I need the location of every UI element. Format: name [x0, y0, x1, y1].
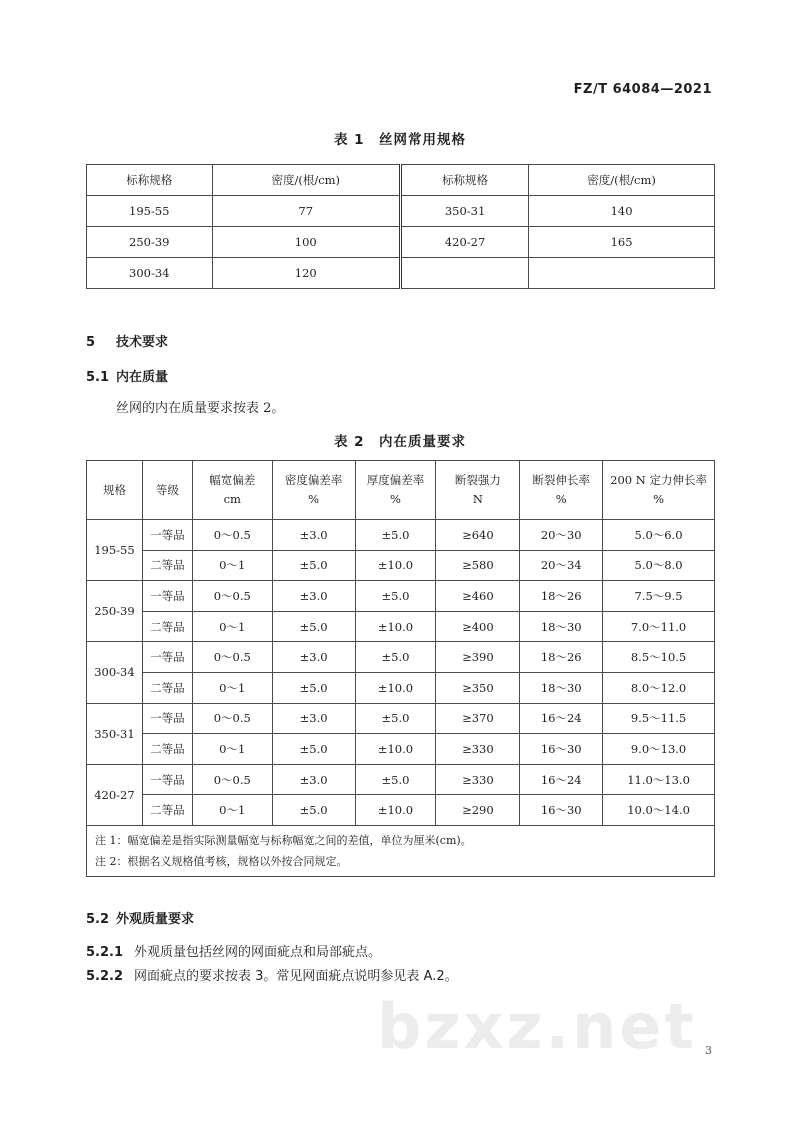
table2-cell: 0～0.5	[192, 642, 272, 673]
table2-cell: 11.0～13.0	[603, 764, 715, 795]
table1-row	[87, 196, 715, 227]
table2-cell: 18～30	[520, 672, 603, 703]
table2-header-label: 断裂强力	[454, 473, 501, 487]
table2-cell: ≥580	[436, 550, 520, 581]
table1-cell: 195-55	[87, 196, 213, 227]
table2-row	[87, 764, 715, 795]
table2-header	[355, 461, 436, 520]
table2-cell: ±10.0	[355, 611, 436, 642]
table2-cell: 20～34	[520, 550, 603, 581]
table2	[86, 460, 715, 877]
table2-cell: ≥330	[436, 764, 520, 795]
table2-header	[192, 461, 272, 520]
clause-number: 5.2.1	[86, 945, 124, 960]
table2-row	[87, 581, 715, 612]
table2-cell: 一等品	[142, 520, 192, 551]
clause-5-2-1	[86, 941, 381, 960]
section-5-1-text: 丝网的内在质量要求按表 2。	[116, 401, 285, 416]
section-5-2-heading	[86, 908, 194, 927]
table2-cell: ±5.0	[272, 550, 355, 581]
table2-notes-row	[87, 825, 715, 876]
table1-cell: 420-27	[400, 227, 528, 258]
table2-note: 注 1：幅宽偏差是指实际测量幅宽与标称幅宽之间的差值，单位为厘米(cm)。	[95, 833, 472, 847]
table2-cell: ≥640	[436, 520, 520, 551]
table2-cell: ≥350	[436, 672, 520, 703]
table2-header-label: 密度偏差率	[284, 473, 343, 487]
table2-cell: 16～24	[520, 703, 603, 734]
table2-cell: ±5.0	[272, 734, 355, 765]
table2-cell: 0～0.5	[192, 764, 272, 795]
table2-header-label: 幅宽偏差	[209, 473, 256, 487]
table2-spec-cell: 195-55	[87, 520, 143, 581]
table1-cell: 300-34	[87, 258, 213, 289]
table2-cell: 5.0～6.0	[603, 520, 715, 551]
table2-cell: 0～0.5	[192, 703, 272, 734]
table2-cell: 18～30	[520, 611, 603, 642]
table1-row	[87, 258, 715, 289]
table2-cell: 一等品	[142, 642, 192, 673]
table2-cell: ±5.0	[355, 581, 436, 612]
table2-cell: ±3.0	[272, 520, 355, 551]
page-number: 3	[705, 1044, 712, 1057]
table2-cell: ±10.0	[355, 672, 436, 703]
table2-cell: 二等品	[142, 550, 192, 581]
table2-cell: ±5.0	[272, 795, 355, 826]
table2-cell: 0～1	[192, 611, 272, 642]
table2-cell: ≥330	[436, 734, 520, 765]
table2-header	[272, 461, 355, 520]
table2-spec-cell: 420-27	[87, 764, 143, 825]
standard-code: FZ/T 64084—2021	[573, 82, 712, 97]
table2-cell: ±3.0	[272, 581, 355, 612]
table2-note: 注 2：根据名义规格值考核，规格以外按合同规定。	[95, 854, 348, 868]
table2-cell: ±5.0	[355, 764, 436, 795]
table2-row	[87, 734, 715, 765]
table2-cell: 7.0～11.0	[603, 611, 715, 642]
table2-row	[87, 642, 715, 673]
table2-header-unit: %	[390, 492, 401, 506]
table2-header	[603, 461, 715, 520]
table2-cell: ±5.0	[272, 611, 355, 642]
table1-cell	[400, 258, 528, 289]
table1-row	[87, 227, 715, 258]
table2-cell: 二等品	[142, 734, 192, 765]
table2-header	[142, 461, 192, 520]
table2-header	[520, 461, 603, 520]
clause-text: 网面疵点的要求按表 3。常见网面疵点说明参见表 A.2。	[134, 969, 458, 984]
table2-cell: ≥460	[436, 581, 520, 612]
table2-cell: ±10.0	[355, 734, 436, 765]
table2-cell: ±5.0	[355, 703, 436, 734]
table2-header-label: 等级	[155, 482, 179, 497]
table2-cell: ≥400	[436, 611, 520, 642]
table2-cell: 二等品	[142, 795, 192, 826]
table2-cell: 9.5～11.5	[603, 703, 715, 734]
table2-cell: 5.0～8.0	[603, 550, 715, 581]
table2-header-label: 200 N 定力伸长率	[610, 473, 707, 487]
section-number: 5	[86, 335, 96, 350]
table2-cell: ±3.0	[272, 764, 355, 795]
section-number: 5.1	[86, 370, 110, 385]
table2-caption: 表 2 内在质量要求	[333, 434, 467, 450]
table1-caption: 表 1 丝网常用规格	[333, 132, 467, 148]
section-5-1-heading	[86, 366, 168, 385]
table2-header-unit: %	[308, 492, 320, 506]
table2-row	[87, 550, 715, 581]
table2-cell: ±5.0	[272, 672, 355, 703]
table2-cell: ±5.0	[355, 520, 436, 551]
table2-cell: 一等品	[142, 581, 192, 612]
table2-cell: 18～26	[520, 642, 603, 673]
section-5-heading	[86, 331, 168, 350]
table1-header-row	[87, 165, 715, 196]
clause-5-2-2	[86, 965, 458, 984]
table2-cell: 7.5～9.5	[603, 581, 715, 612]
table2-cell: 二等品	[142, 672, 192, 703]
table2-header-unit: %	[555, 492, 567, 506]
table2-cell: 9.0～13.0	[603, 734, 715, 765]
table2-cell: 0～0.5	[192, 520, 272, 551]
section-title: 技术要求	[116, 335, 169, 350]
table2-header	[436, 461, 520, 520]
table2-header-label: 规格	[102, 482, 126, 497]
table2-cell: ≥390	[436, 642, 520, 673]
table1-header: 标称规格	[400, 165, 528, 196]
table2-header-unit: cm	[223, 492, 241, 506]
table2-cell: 16～30	[520, 795, 603, 826]
table2-row	[87, 611, 715, 642]
table2-cell: 10.0～14.0	[603, 795, 715, 826]
table1-header: 密度/(根/cm)	[212, 165, 400, 196]
table2-cell: 0～1	[192, 734, 272, 765]
table2-row	[87, 795, 715, 826]
watermark: bzxz.net	[377, 990, 697, 1063]
table1-cell: 250-39	[87, 227, 213, 258]
table1-header: 密度/(根/cm)	[529, 165, 715, 196]
table2-cell: ±10.0	[355, 795, 436, 826]
table1-cell: 350-31	[400, 196, 528, 227]
table2-cell: 一等品	[142, 764, 192, 795]
table2-cell: 0～1	[192, 550, 272, 581]
table2-cell: ±5.0	[355, 642, 436, 673]
table2-header-label: 断裂伸长率	[532, 473, 590, 487]
table2-header-unit: %	[653, 492, 665, 506]
table1-cell	[529, 258, 715, 289]
table2-spec-cell: 300-34	[87, 642, 143, 703]
table2-spec-cell: 350-31	[87, 703, 143, 764]
table2-cell: 16～30	[520, 734, 603, 765]
section-title: 外观质量要求	[116, 912, 195, 927]
table2-cell: ±3.0	[272, 642, 355, 673]
table2-cell: 一等品	[142, 703, 192, 734]
table1-cell: 120	[212, 258, 400, 289]
table2-cell: ≥370	[436, 703, 520, 734]
table2-cell: 二等品	[142, 611, 192, 642]
table2-cell: 8.0～12.0	[603, 672, 715, 703]
table2-cell: 20～30	[520, 520, 603, 551]
clause-number: 5.2.2	[86, 969, 124, 984]
table2-cell: 18～26	[520, 581, 603, 612]
table2-cell: ≥290	[436, 795, 520, 826]
table1	[86, 164, 715, 289]
table1-cell: 140	[529, 196, 715, 227]
table2-spec-cell: 250-39	[87, 581, 143, 642]
clause-text: 外观质量包括丝网的网面疵点和局部疵点。	[134, 945, 382, 960]
table2-header-row	[87, 461, 715, 520]
section-number: 5.2	[86, 912, 110, 927]
table2-cell: ±3.0	[272, 703, 355, 734]
table2-row	[87, 520, 715, 551]
table2-cell: 16～24	[520, 764, 603, 795]
table1-header: 标称规格	[87, 165, 213, 196]
table2-header-unit: N	[472, 492, 483, 506]
table2-cell: 0～1	[192, 672, 272, 703]
table2-notes	[87, 825, 715, 876]
table2-cell: 8.5～10.5	[603, 642, 715, 673]
table2-cell: ±10.0	[355, 550, 436, 581]
table2-row	[87, 672, 715, 703]
table2-row	[87, 703, 715, 734]
table2-header	[87, 461, 143, 520]
table2-header-label: 厚度偏差率	[366, 473, 425, 487]
table1-cell: 165	[529, 227, 715, 258]
section-title: 内在质量	[116, 370, 169, 385]
table2-cell: 0～0.5	[192, 581, 272, 612]
table2-cell: 0～1	[192, 795, 272, 826]
table1-cell: 77	[212, 196, 400, 227]
table1-cell: 100	[212, 227, 400, 258]
